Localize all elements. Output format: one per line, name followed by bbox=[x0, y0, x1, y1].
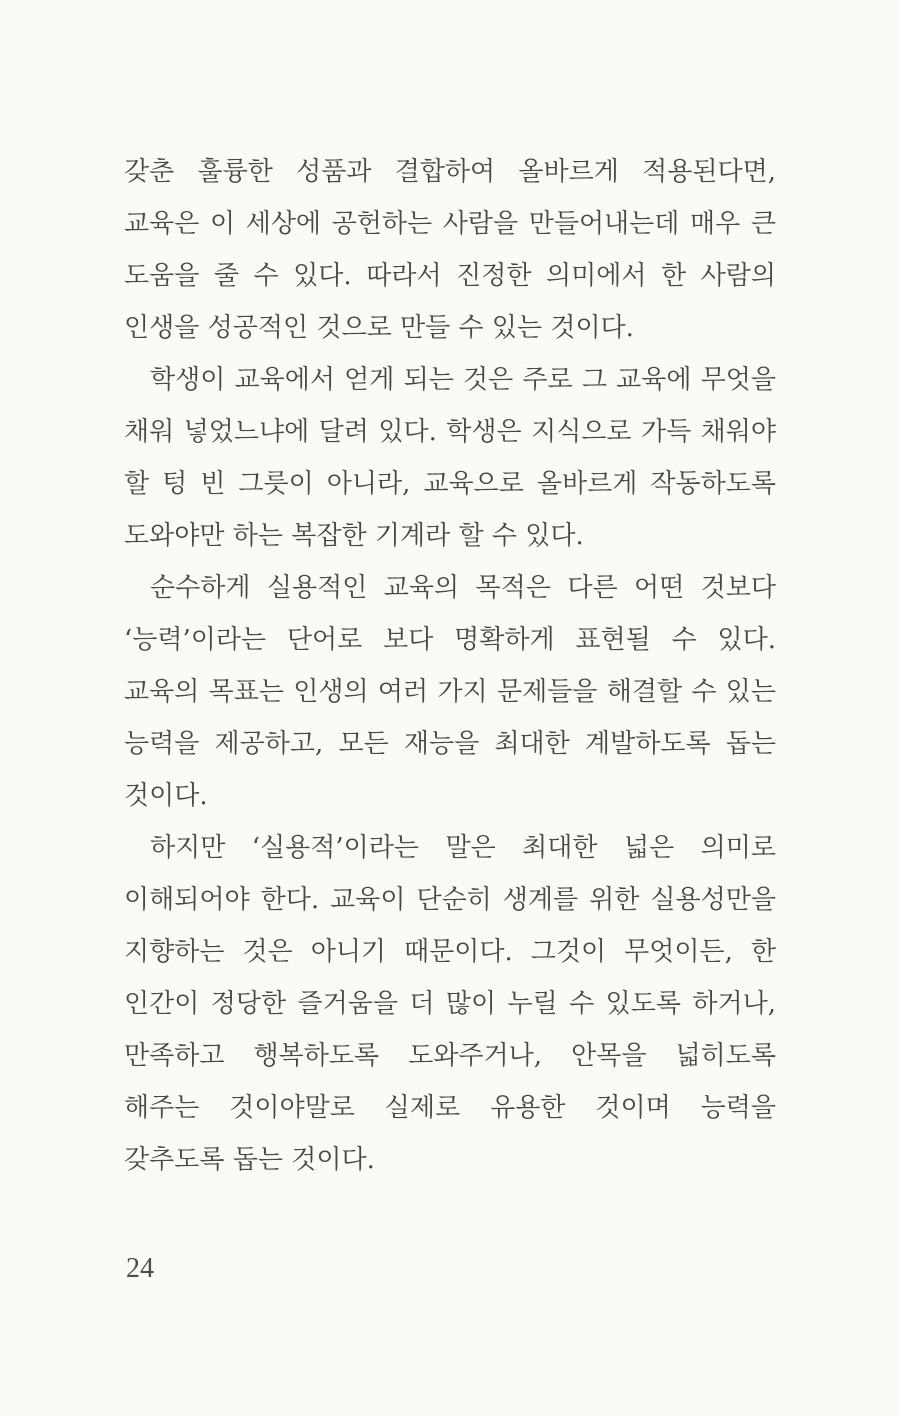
body-text bbox=[124, 146, 776, 1186]
paragraph: 하지만 ‘실용적’이라는 말은 최대한 넓은 의미로 이해되어야 한다. 교육이 단순히 생계를 위한 실용성만을 지향하는 것은 아니기 때문이다. 그것이 무엇이든, 한 인간이 정당한 즐거움을 더 많이 누릴 수 있도록 하거나, 만족하고 행복하도록 도와주거나, 안목을 넓히도록 해주는 것이야말로 실제로 유용한 것이며 능력을 갖추도록 돕는 것이다. bbox=[124, 833, 776, 1175]
paragraph: 갖춘 훌륭한 성품과 결합하여 올바르게 적용된다면, 교육은 이 세상에 공헌하는 사람을 만들어내는데 매우 큰 도움을 줄 수 있다. 따라서 진정한 의미에서 한 사람의 인생을 성공적인 것으로 만들 수 있는 것이다. bbox=[124, 157, 776, 343]
paragraph: 순수하게 실용적인 교육의 목적은 다른 어떤 것보다 ‘능력’이라는 단어로 보다 명확하게 표현될 수 있다. 교육의 목표는 인생의 여러 가지 문제들을 해결할 수 있는 능력을 제공하고, 모든 재능을 최대한 계발하도록 돕는 것이다. bbox=[124, 573, 776, 811]
paragraph: 학생이 교육에서 얻게 되는 것은 주로 그 교육에 무엇을 채워 넣었느냐에 달려 있다. 학생은 지식으로 가득 채워야 할 텅 빈 그릇이 아니라, 교육으로 올바르게 작동하도록 도와야만 하는 복잡한 기계라 할 수 있다. bbox=[124, 365, 776, 551]
page-number: 24 bbox=[126, 1253, 154, 1284]
